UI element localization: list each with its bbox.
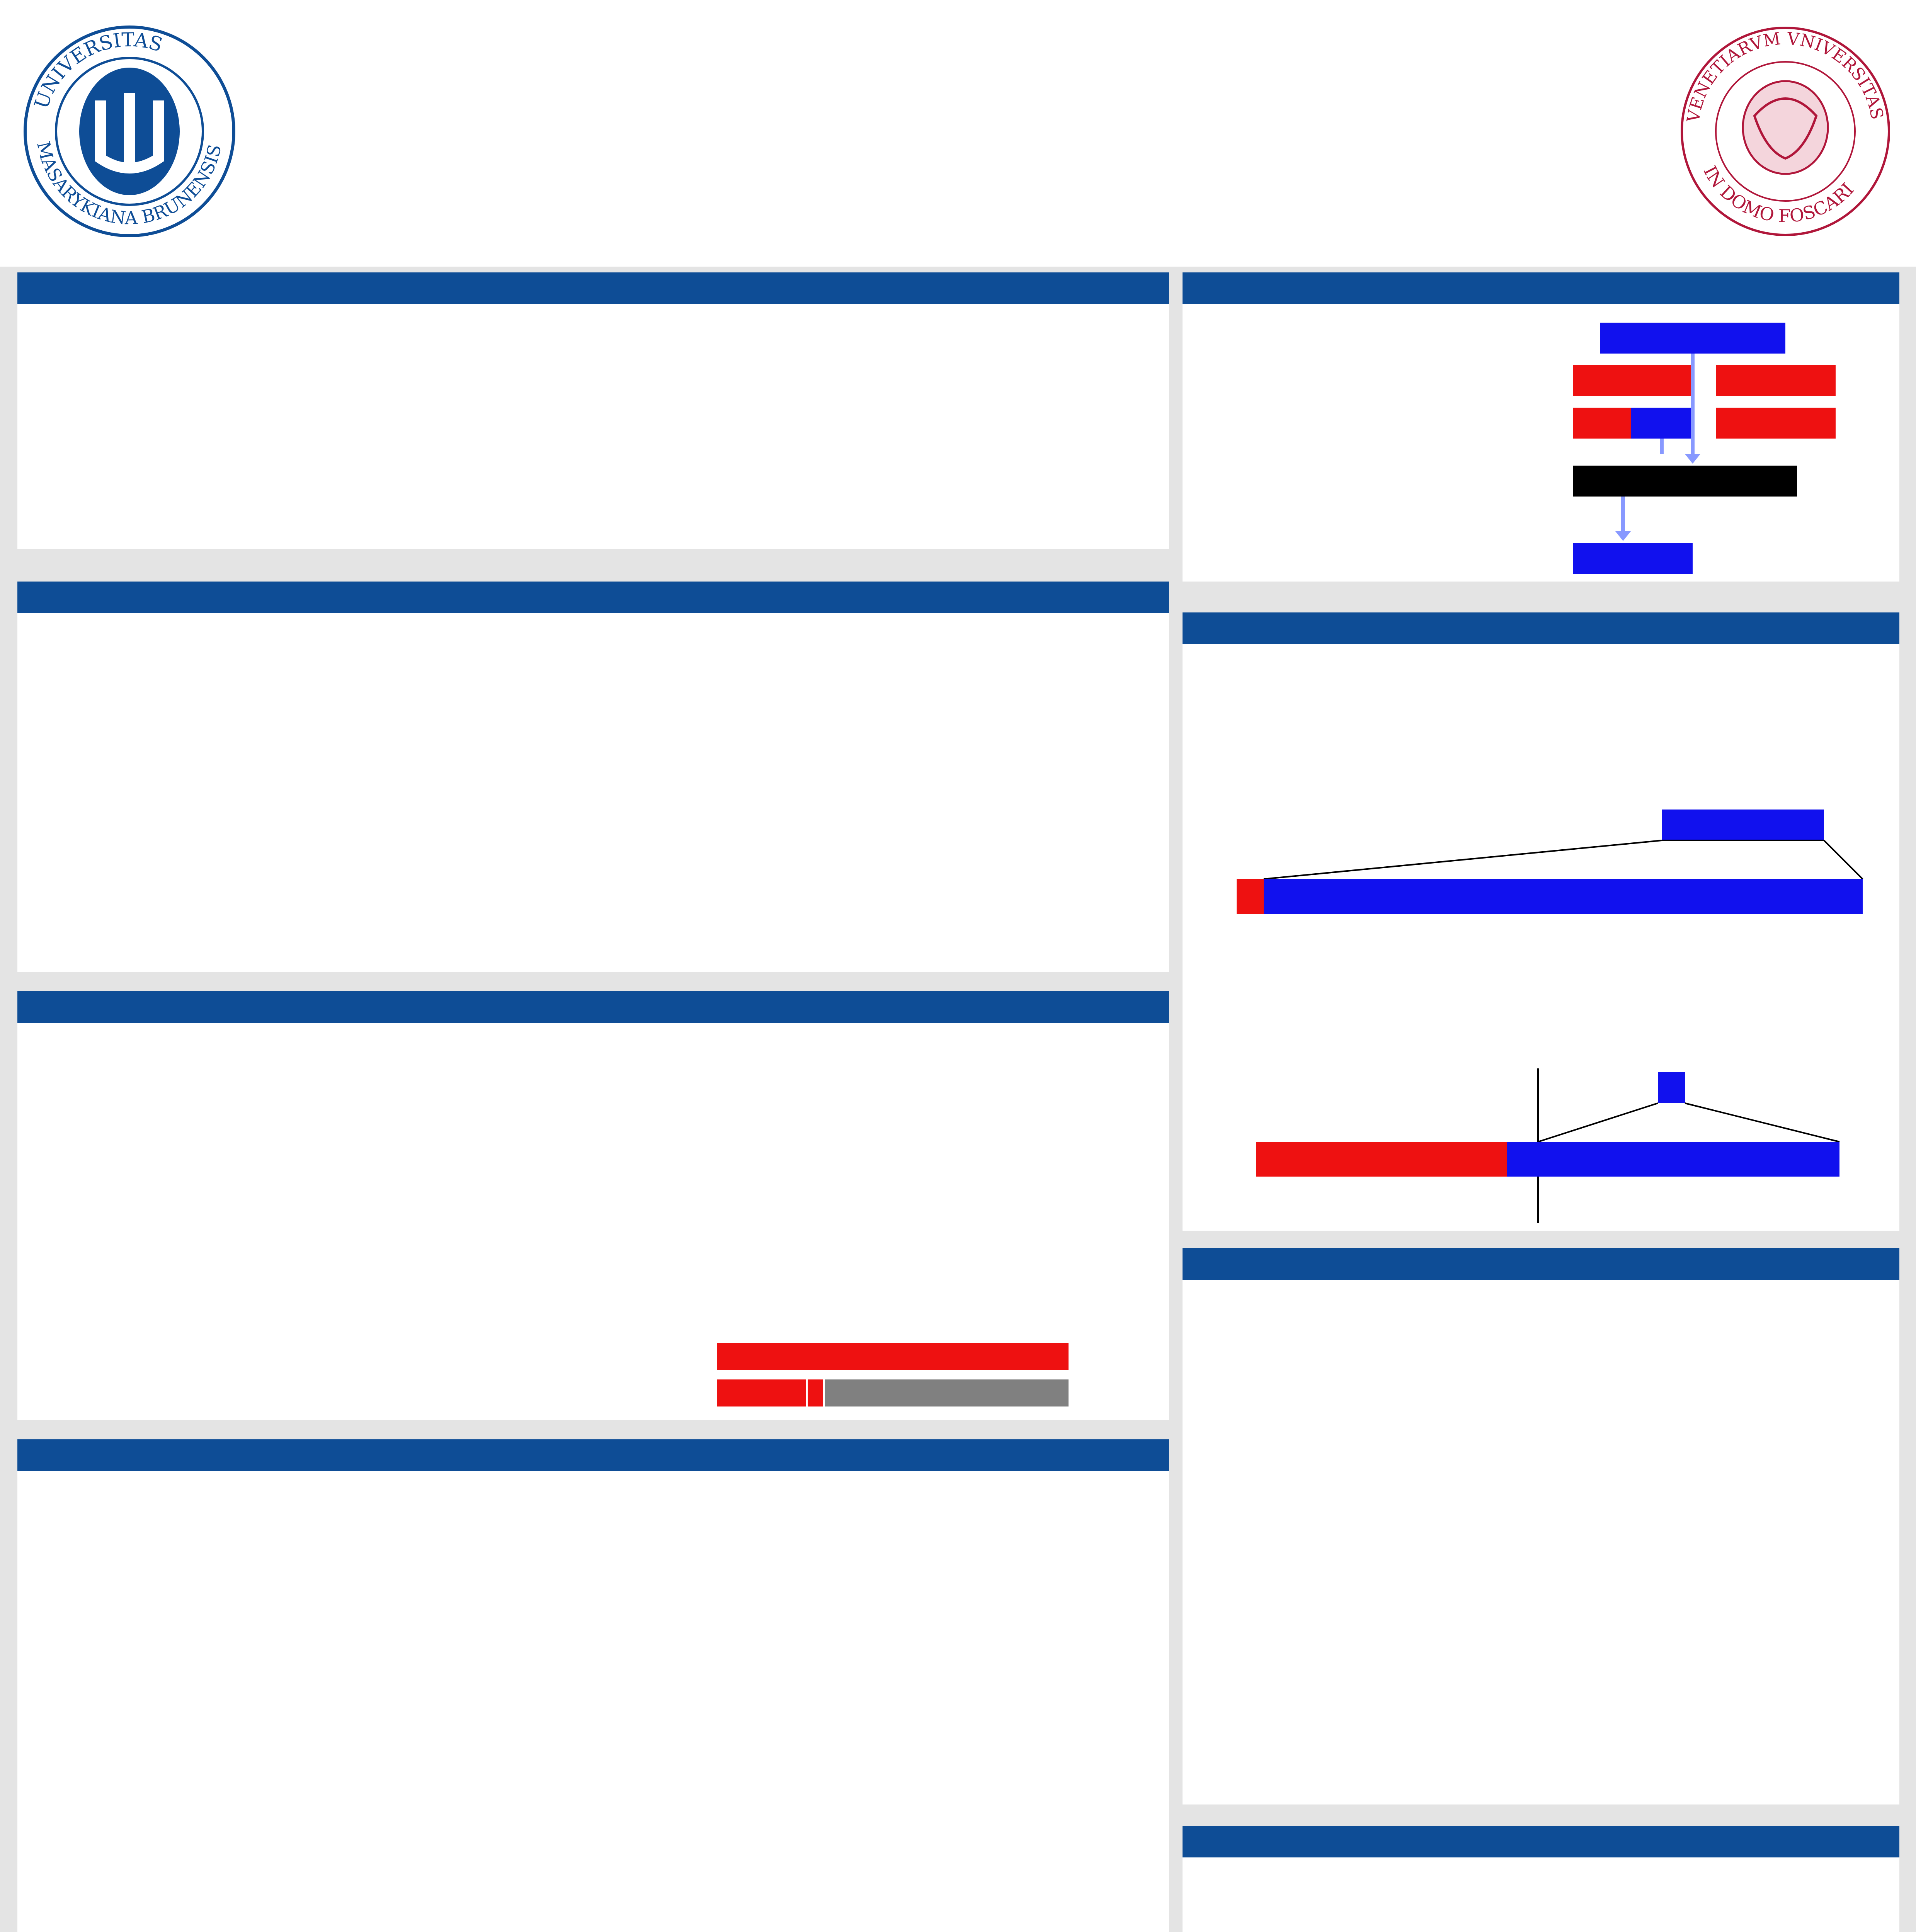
optimization-panel — [1183, 1826, 1899, 1932]
svg-text:UNIVERSITAS: UNIVERSITAS — [30, 28, 165, 112]
poster-header — [0, 0, 1916, 267]
background-heading — [17, 582, 1169, 613]
coppersmith-diagram — [1573, 315, 1890, 578]
svg-text:MASARYKIANA BRUNENSIS: MASARYKIANA BRUNENSIS — [33, 139, 226, 229]
complexity-chart — [48, 1609, 1161, 1932]
library-distribution-plots — [48, 701, 1154, 925]
svg-text:IN DOMO FOSCARI: IN DOMO FOSCARI — [1699, 162, 1858, 227]
complexity-panel — [17, 1439, 1169, 1932]
optimization-heading — [1183, 1826, 1899, 1857]
abstract-panel — [17, 272, 1169, 549]
entropy-panel — [1183, 1248, 1899, 1804]
practical-heading — [1183, 612, 1899, 644]
background-panel — [17, 582, 1169, 972]
coppersmith-heading — [1183, 272, 1899, 304]
ca-foscari-logo — [1677, 23, 1894, 240]
prime-structure-diagram — [1237, 802, 1874, 980]
properties-heading — [17, 991, 1169, 1023]
entropy-heading — [1183, 1248, 1899, 1280]
reduced-prime-diagram — [1256, 1068, 1874, 1223]
coppersmith-panel — [1183, 272, 1899, 582]
entropy-chart — [1206, 1434, 1894, 1801]
svg-text:VENETIARVM VNIVERSITAS: VENETIARVM VNIVERSITAS — [1683, 29, 1887, 124]
modulo-small-primes-plots — [48, 1169, 605, 1393]
practical-panel — [1183, 612, 1899, 1231]
abstract-heading — [17, 272, 1169, 304]
masaryk-university-logo — [21, 23, 238, 240]
prime-structure-equations — [605, 1169, 1154, 1408]
properties-panel — [17, 991, 1169, 1420]
complexity-heading — [17, 1439, 1169, 1471]
